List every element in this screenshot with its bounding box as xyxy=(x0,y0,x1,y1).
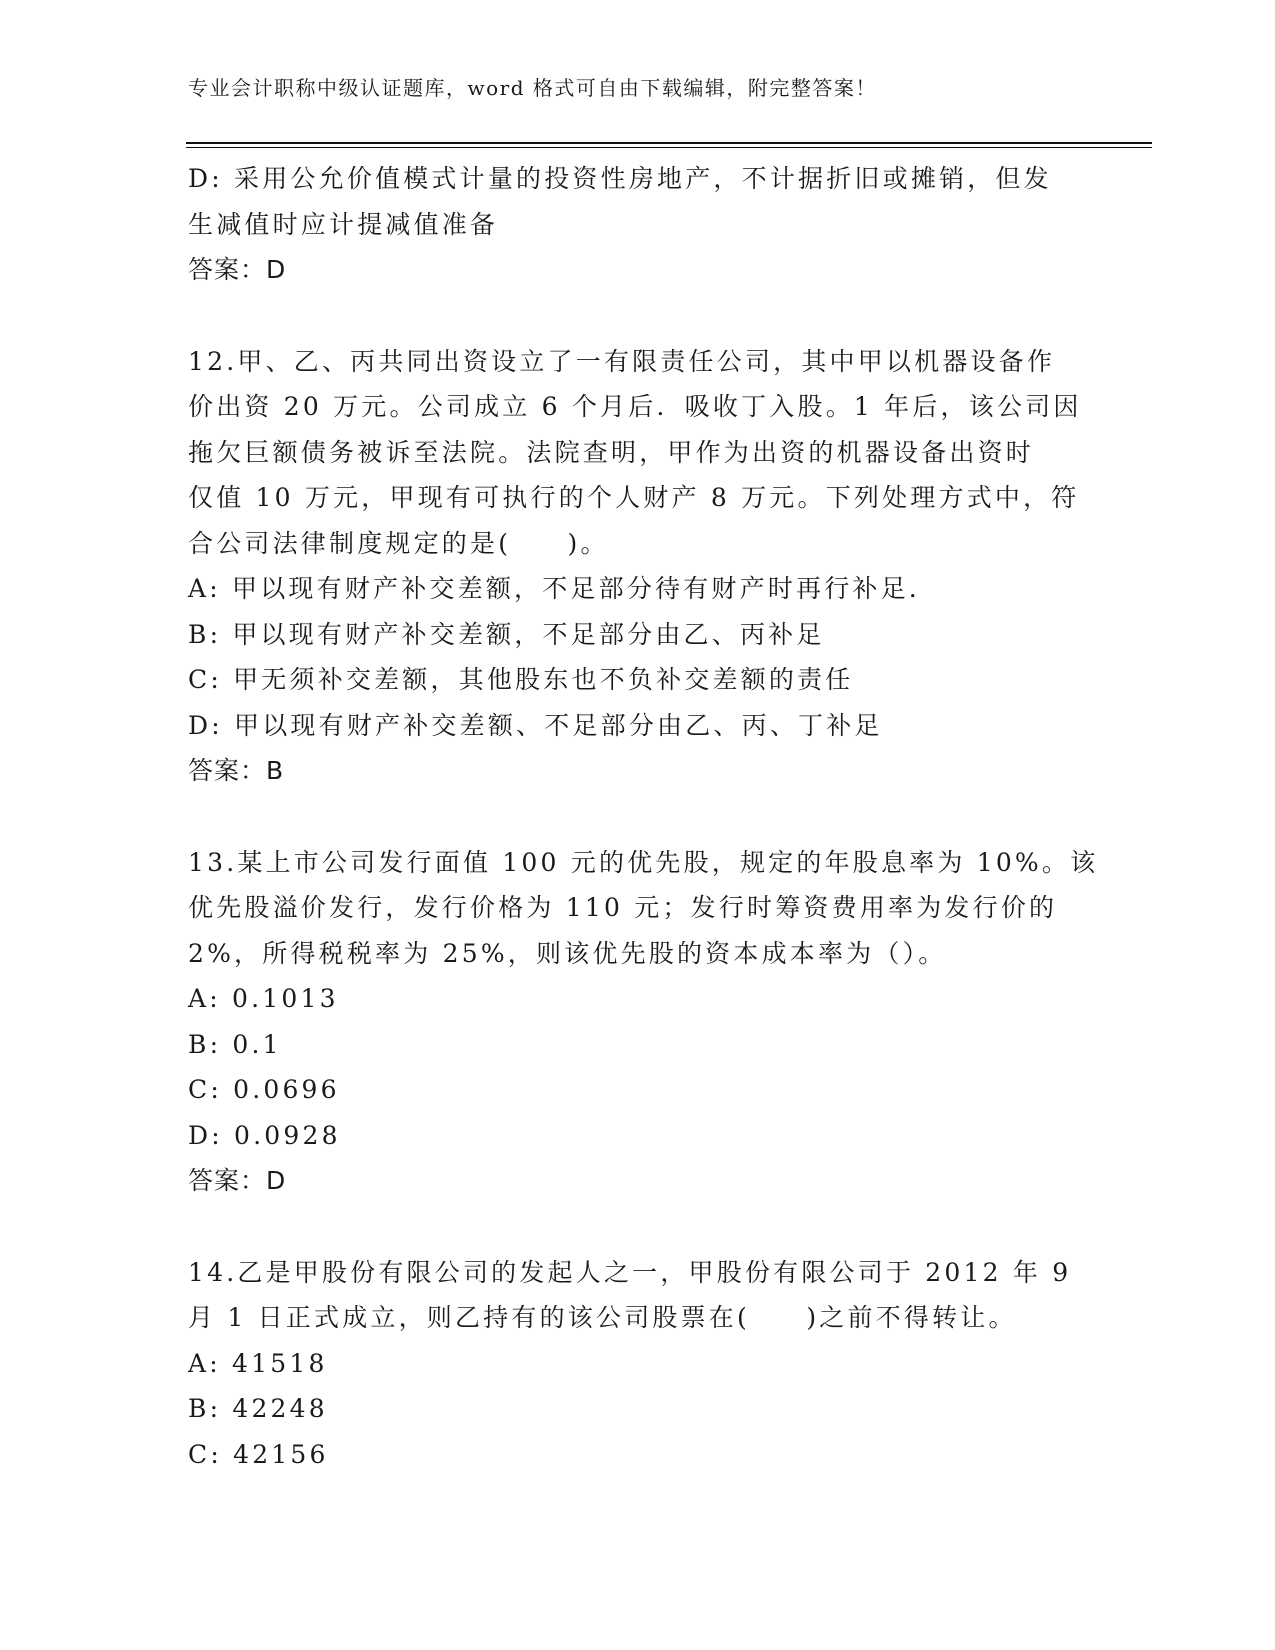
option-d: D: 甲以现有财产补交差额、不足部分由乙、丙、丁补足 xyxy=(188,710,883,740)
spacer xyxy=(188,1204,1088,1250)
option-c: C: 42156 xyxy=(188,1439,329,1469)
option-c: C: 0.0696 xyxy=(188,1075,340,1104)
question-stem: 2%，所得税税率为 25%，则该优先股的资本成本率为（）。 xyxy=(188,938,947,968)
option-d: D: 0.0928 xyxy=(188,1120,341,1150)
option-a: A: 41518 xyxy=(188,1348,328,1378)
spacer xyxy=(188,293,1088,339)
question-stem: 13.某上市公司发行面值 100 元的优先股，规定的年股息率为 10%。该 xyxy=(188,847,1099,877)
question-13 xyxy=(188,840,1099,1204)
option-d: D: 采用公允价值模式计量的投资性房地产，不计据折旧或摊销，但发 xyxy=(188,164,1052,193)
option-a: A: 0.1013 xyxy=(188,984,339,1013)
document-body xyxy=(188,156,1099,1477)
option-b: B: 0.1 xyxy=(188,1029,282,1059)
question-12 xyxy=(188,339,1088,794)
page-header: 专业会计职称中级认证题库，word 格式可自由下载编辑，附完整答案！ xyxy=(188,76,877,100)
option-a: A: 甲以现有财产补交差额，不足部分待有财产时再行补足． xyxy=(188,574,938,603)
answer-line: 答案：D xyxy=(188,1166,287,1195)
answer-line: 答案：B xyxy=(188,756,285,785)
question-stem: 12.甲、乙、丙共同出资设立了一有限责任公司，其中甲以机器设备作 xyxy=(188,346,1056,376)
question-stem: 拖欠巨额债务被诉至法院。法院查明，甲作为出资的机器设备出资时 xyxy=(188,437,1035,467)
question-stem: 价出资 20 万元。公司成立 6 个月后．吸收丁入股。1 年后，该公司因 xyxy=(188,392,1082,421)
question-14 xyxy=(188,1250,1088,1478)
question-11-tail xyxy=(188,156,1088,293)
option-c: C: 甲无须补交差额，其他股东也不负补交差额的责任 xyxy=(188,665,854,694)
spacer xyxy=(188,794,1088,840)
header-divider xyxy=(186,142,1152,148)
question-stem: 合公司法律制度规定的是( )。 xyxy=(188,528,609,558)
question-stem: 优先股溢价发行，发行价格为 110 元；发行时筹资费用率为发行价的 xyxy=(188,893,1058,922)
question-stem: 月 1 日正式成立，则乙持有的该公司股票在( )之前不得转让。 xyxy=(188,1303,1017,1332)
option-d-continued: 生减值时应计提减值准备 xyxy=(188,209,499,239)
option-b: B: 42248 xyxy=(188,1394,328,1423)
answer-line: 答案：D xyxy=(188,255,287,284)
option-b: B: 甲以现有财产补交差额，不足部分由乙、丙补足 xyxy=(188,619,825,649)
question-stem: 仅值 10 万元，甲现有可执行的个人财产 8 万元。下列处理方式中，符 xyxy=(188,483,1080,512)
question-stem: 14.乙是甲股份有限公司的发起人之一，甲股份有限公司于 2012 年 9 xyxy=(188,1257,1072,1287)
